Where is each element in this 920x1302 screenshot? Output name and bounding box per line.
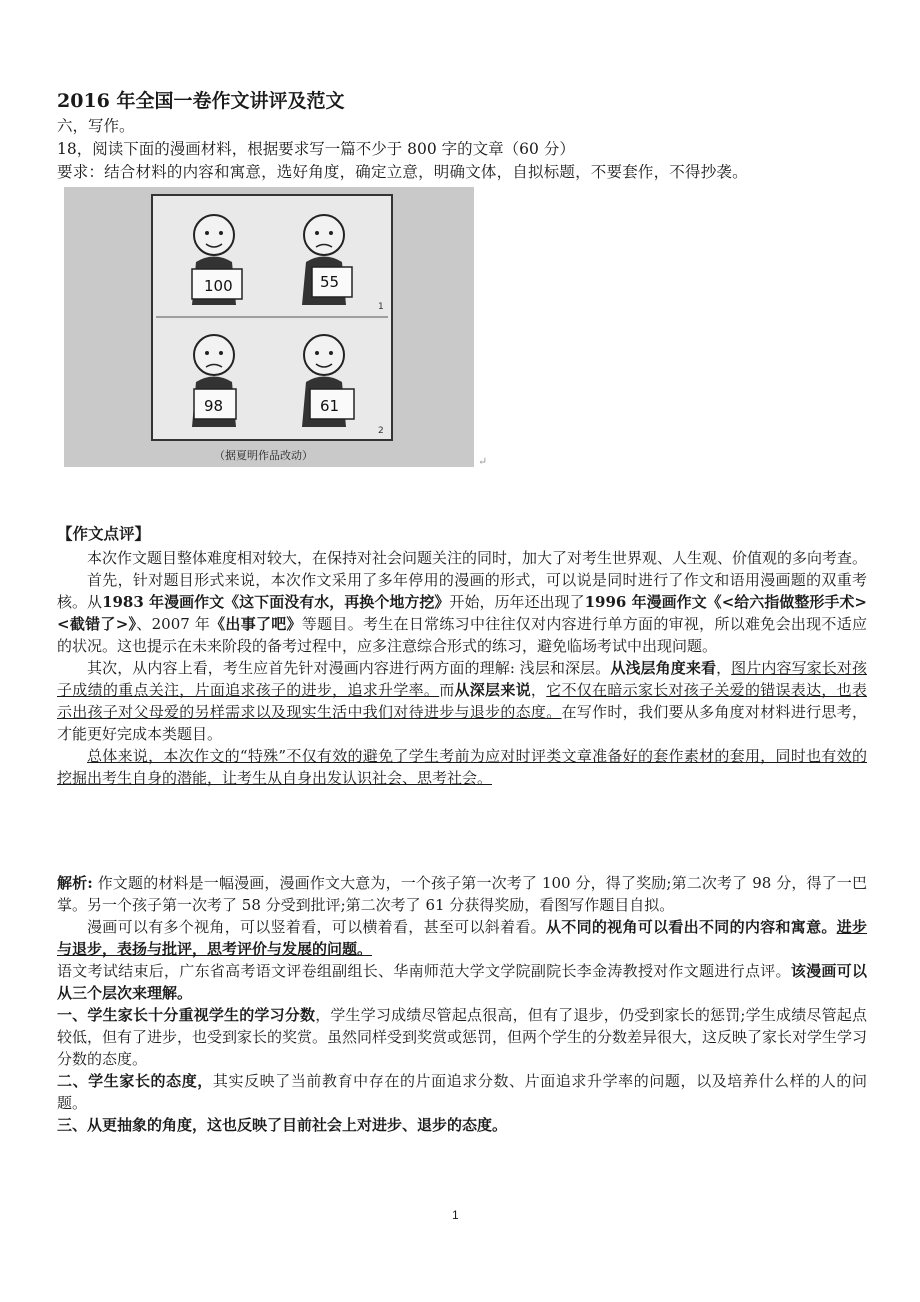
analysis-paragraph-3: 语文考试结束后，广东省高考语文评卷组副组长、华南师范大学文学院副院长李金涛教授对作文题进行点评。该漫画可以从三个层次来理解。 <box>57 962 867 1002</box>
return-mark: ↵ <box>478 455 488 468</box>
cartoon-caption: （据夏明作品改动） <box>214 449 313 462</box>
review-paragraph-4: 总体来说，本次作文的“特殊”不仅有效的避免了学生考前为应对时评类文章准备好的套作素材的套用，同时也有效的挖掘出考生自身的潜能，让考生从自身出发认识社会、思考社会。 <box>57 747 867 787</box>
review-paragraph-2: 首先，针对题目形式来说，本次作文采用了多年停用的漫画的形式，可以说是同时进行了作文和语用漫画题的双重考核。从1983 年漫画作文《这下面没有水，再换个地方挖》开始，历年还出现了1996 年漫画作文《<给六指做整形手术><截错了>》、2007 年《出事了吧》等题目。考生在日常练习中往往仅对内容进行单方面的审视，所以难免会出现不适应的状况。这也提示在未来阶段的备考过程中，应多注意综合形式的练习，避免临场考试中出现问题。 <box>57 571 867 655</box>
section-label: 六，写作。 <box>57 117 135 135</box>
score-100: 100 <box>204 277 233 295</box>
analysis-item-3: 三、从更抽象的角度，这也反映了目前社会上对进步、退步的态度。 <box>57 1116 508 1134</box>
analysis-item-2: 二、学生家长的态度，其实反映了当前教育中存在的片面追求分数、片面追求升学率的问题，以及培养什么样的人的问题。 <box>57 1072 867 1112</box>
question-text: 18，阅读下面的漫画材料，根据要求写一篇不少于 800 字的文章（60 分） <box>57 140 575 158</box>
analysis-item-1: 一、学生家长十分重视学生的学习分数，学生学习成绩尽管起点很高，但有了退步，仍受到家长的惩罚;学生成绩尽管起点较低，但有了进步，也受到家长的奖赏。虽然同样受到奖赏或惩罚，但两个学生的分数差异很大，这反映了家长对学生学习分数的态度。 <box>57 1006 868 1068</box>
cartoon-image <box>64 187 474 467</box>
analysis-paragraph-2: 漫画可以有多个视角，可以竖着看，可以横着看，甚至可以斜着看。从不同的视角可以看出不同的内容和寓意。进步与退步，表扬与批评，思考评价与发展的问题。 <box>57 918 867 958</box>
review-paragraph-1: 本次作文题目整体难度相对较大，在保持对社会问题关注的同时，加大了对考生世界观、人生观、价值观的多向考查。 <box>87 549 868 567</box>
review-paragraph-3: 其次，从内容上看，考生应首先针对漫画内容进行两方面的理解: 浅层和深层。从浅层角度来看，图片内容写家长对孩子成绩的重点关注，片面追求孩子的进步，追求升学率。而从深层来说，它不仅在暗示家长对孩子关爱的错误表达，也表示出孩子对父母爱的另样需求以及现实生活中我们对待进步与退步的态度。在写作时，我们要从多角度对材料进行思考，才能更好完成本类题目。 <box>57 659 867 743</box>
requirement-text: 要求：结合材料的内容和寓意，选好角度，确定立意，明确文体，自拟标题，不要套作，不得抄袭。 <box>57 163 748 181</box>
analysis-paragraph-1: 解析: 作文题的材料是一幅漫画，漫画作文大意为，一个孩子第一次考了 100 分，得了奖励;第二次考了 98 分，得了一巴掌。另一个孩子第一次考了 58 分受到批评;第二次考了 61 分获得奖励，看图写作题目自拟。 <box>57 874 867 914</box>
score-98: 98 <box>204 397 224 415</box>
review-section <box>57 547 867 789</box>
page-number: 1 <box>452 1208 459 1222</box>
panel-number-2: 2 <box>378 426 384 436</box>
document-title: 2016 年全国一卷作文讲评及范文 <box>57 90 345 112</box>
review-heading: 【作文点评】 <box>57 524 151 543</box>
analysis-section <box>57 872 867 1136</box>
score-61: 61 <box>320 397 340 415</box>
panel-number-1: 1 <box>378 302 384 312</box>
score-55: 55 <box>320 273 340 291</box>
